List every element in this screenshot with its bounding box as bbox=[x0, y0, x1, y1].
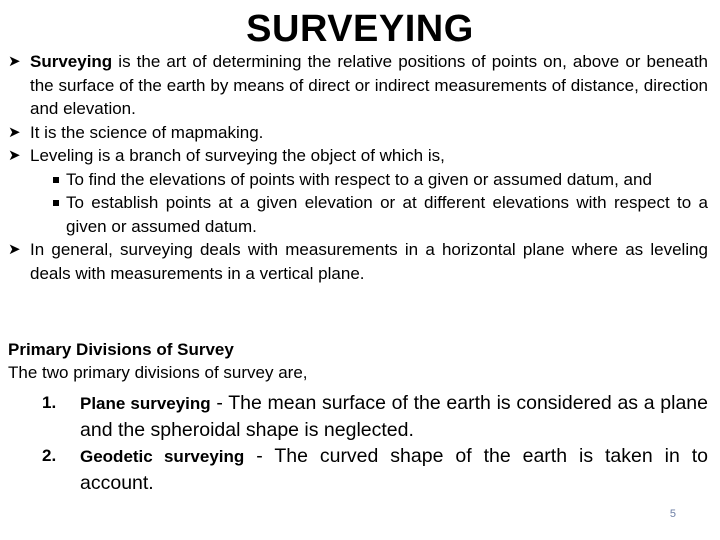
arrow-bullet-icon: ➤ bbox=[8, 241, 21, 258]
bullet-bold: Surveying bbox=[30, 52, 113, 71]
sub-bullet-item bbox=[8, 168, 708, 192]
numbered-item bbox=[8, 443, 708, 496]
bullet-text: In general, surveying deals with measurements in a horizontal plane where as leveling deals with measurements in a vertical plane. bbox=[30, 240, 708, 283]
arrow-bullet-icon: ➤ bbox=[8, 123, 21, 141]
item-term: Plane surveying bbox=[80, 394, 211, 413]
item-text: The curved shape of the earth is taken in to account. bbox=[80, 445, 709, 494]
primary-divisions-section bbox=[8, 338, 708, 496]
item-number: 2. bbox=[42, 446, 57, 465]
bullet-text: Leveling is a branch of surveying the object of which is, bbox=[30, 146, 445, 165]
bullet-list bbox=[8, 50, 708, 285]
section-intro: The two primary divisions of survey are, bbox=[8, 363, 308, 382]
bullet-text: It is the science of mapmaking. bbox=[30, 122, 264, 142]
numbered-item bbox=[8, 390, 708, 443]
bullet-item bbox=[8, 144, 708, 168]
bullet-text: is the art of determining the relative positions of points on, above or beneath the surface of the earth by means of direct or indirect measurements of distance, direction and elevation. bbox=[30, 52, 708, 118]
item-text: The mean surface of the earth is considered as a plane and the spheroidal shape is neglected. bbox=[80, 392, 708, 441]
page-number: 5 bbox=[669, 508, 676, 520]
arrow-bullet-icon: ➤ bbox=[8, 53, 21, 70]
bullet-item bbox=[8, 238, 708, 285]
numbered-list bbox=[8, 390, 708, 496]
square-bullet-icon bbox=[53, 177, 59, 183]
item-term: Geodetic surveying bbox=[80, 447, 245, 466]
arrow-bullet-icon: ➤ bbox=[8, 147, 21, 164]
bullet-item bbox=[8, 121, 708, 145]
square-bullet-icon bbox=[53, 200, 59, 206]
bullet-item bbox=[8, 50, 708, 121]
slide-title: SURVEYING bbox=[246, 8, 474, 50]
item-separator: - bbox=[210, 392, 229, 414]
item-separator: - bbox=[244, 445, 275, 467]
sub-bullet-text: To establish points at a given elevation or at different elevations with respect to a given or assumed datum. bbox=[66, 193, 708, 236]
section-heading: Primary Divisions of Survey bbox=[8, 340, 234, 359]
sub-bullet-text: To find the elevations of points with respect to a given or assumed datum, and bbox=[66, 169, 652, 189]
item-number: 1. bbox=[42, 393, 57, 412]
sub-bullet-item bbox=[8, 191, 708, 238]
